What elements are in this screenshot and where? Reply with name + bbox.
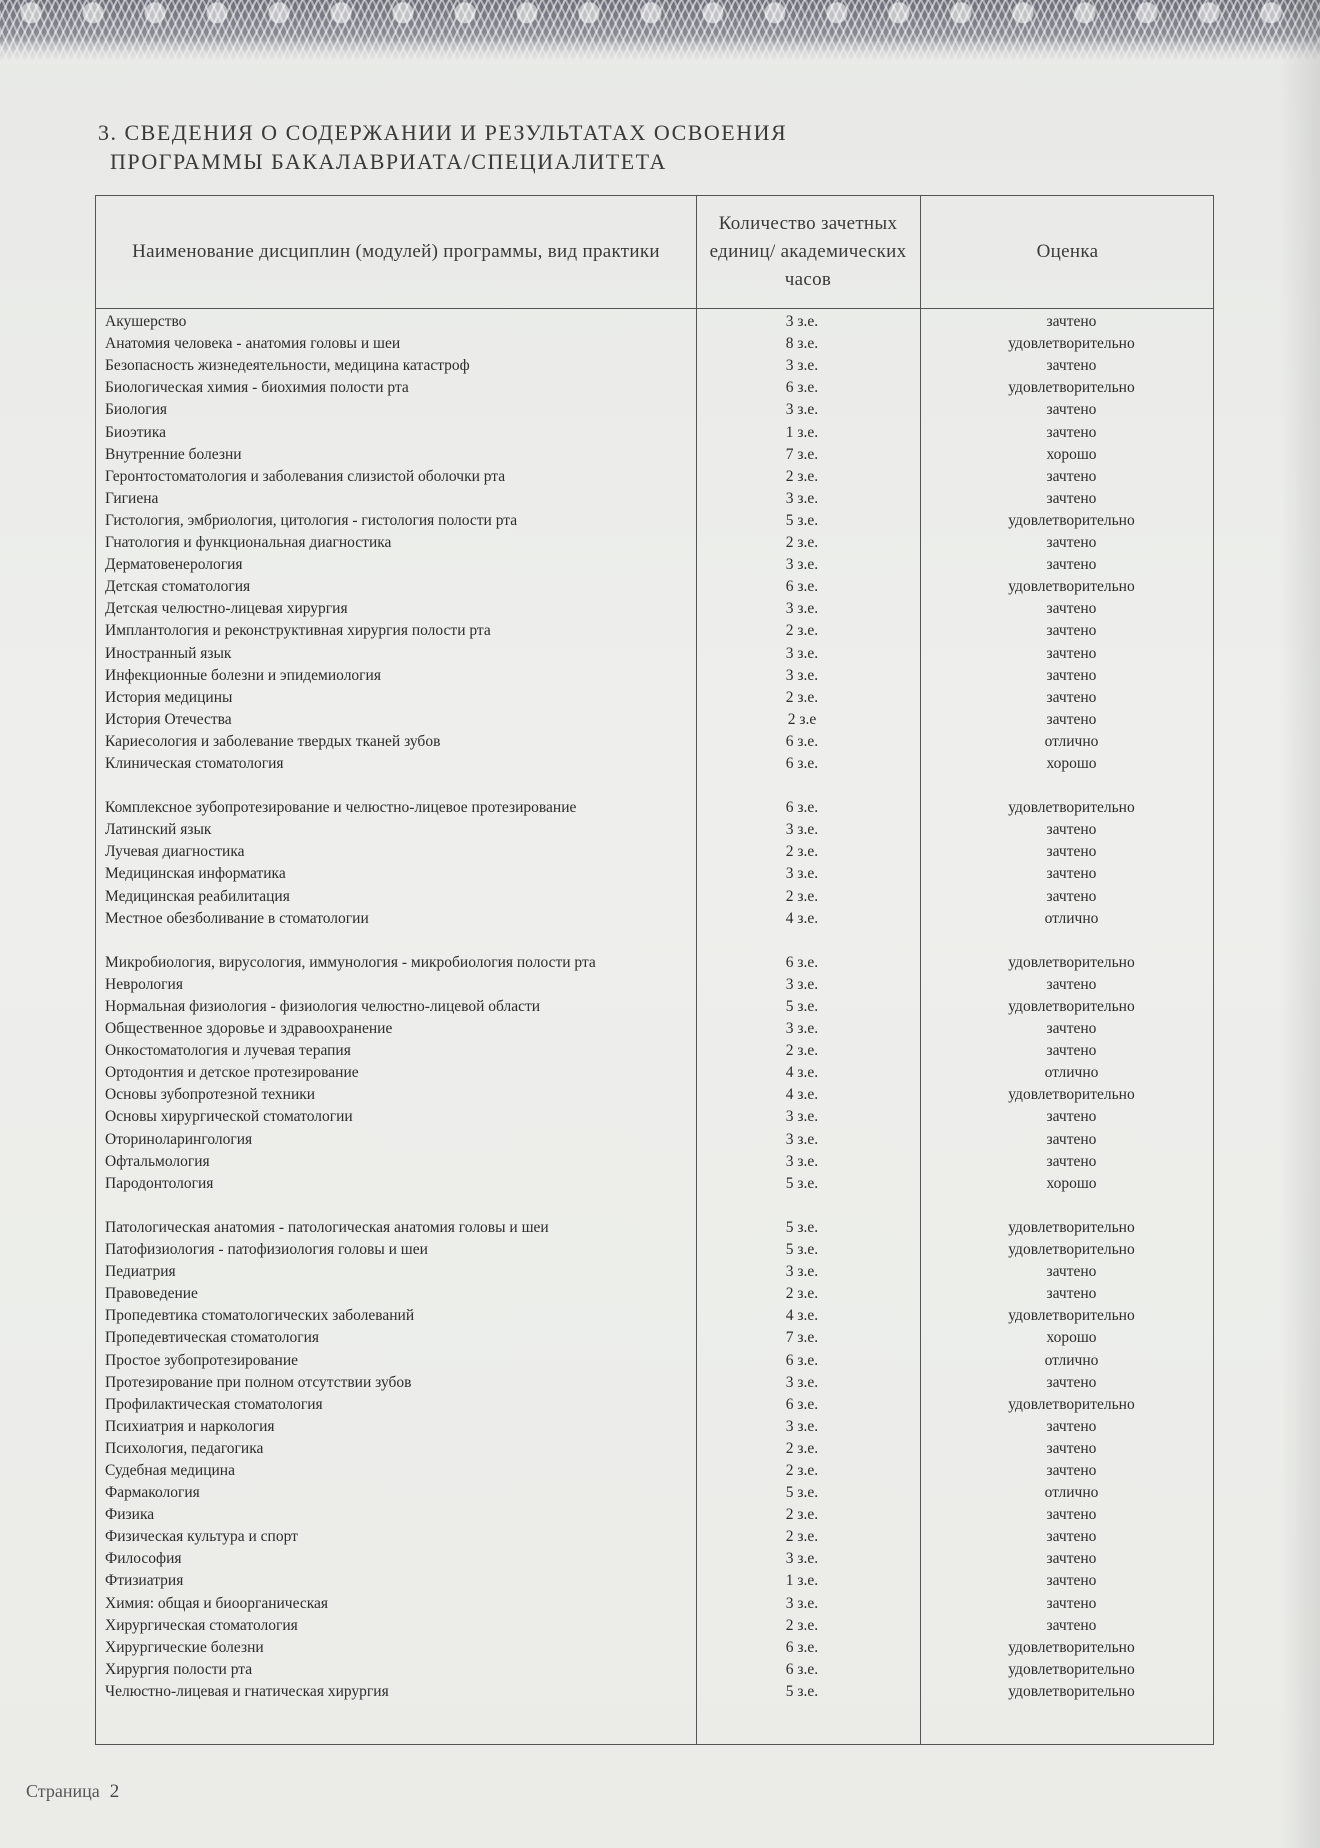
credit-units: 3 з.е.: [785, 556, 819, 574]
credit-units: 4 з.е.: [785, 1307, 819, 1325]
table-row: [95, 399, 1214, 421]
credit-units: 2 з.е.: [785, 534, 819, 552]
table-row: [95, 1548, 1214, 1570]
table-row: [95, 1637, 1214, 1659]
credit-units: 2 з.е.: [785, 1439, 819, 1457]
discipline-name: Ортодонтия и детское протезирование: [105, 1064, 359, 1082]
discipline-name: Фармакология: [105, 1484, 200, 1502]
credit-units: 5 з.е.: [785, 1174, 819, 1192]
discipline-name: Внутренние болезни: [105, 445, 242, 463]
section-title: [98, 118, 998, 176]
grade: удовлетворительно: [1008, 1682, 1135, 1700]
table-row: [95, 532, 1214, 554]
grade: зачтено: [1046, 600, 1097, 618]
credit-units: 3 з.е.: [785, 313, 819, 331]
discipline-name: Гистология, эмбриология, цитология - гистология полости рта: [105, 511, 518, 529]
grade: удовлетворительно: [1008, 1241, 1135, 1259]
table-row: [95, 709, 1214, 731]
table-row: [95, 1372, 1214, 1394]
table-row: [95, 1084, 1214, 1106]
credit-units: 3 з.е.: [785, 1020, 819, 1038]
table-row: [95, 355, 1214, 377]
table-row: [95, 1195, 1214, 1239]
table-row: [95, 1151, 1214, 1173]
grade: зачтено: [1046, 401, 1097, 419]
table-row: [95, 908, 1214, 930]
discipline-name: Геронтостоматология и заболевания слизистой оболочки рта: [105, 467, 506, 485]
discipline-name: Детская челюстно-лицевая хирургия: [105, 600, 348, 618]
grade: удовлетворительно: [1008, 998, 1135, 1015]
grade: зачтено: [1046, 975, 1097, 993]
credit-units: 2 з.е.: [785, 843, 819, 861]
table-row: [95, 1327, 1214, 1349]
discipline-name: Хирургические болезни: [105, 1638, 264, 1656]
grade: зачтено: [1046, 1616, 1097, 1634]
grade: удовлетворительно: [1008, 335, 1135, 353]
discipline-name: Пропедевтика стоматологических заболеваний: [105, 1307, 415, 1325]
credit-units: 3 з.е.: [785, 865, 819, 883]
credit-units: 6 з.е.: [785, 754, 819, 772]
discipline-name: Неврология: [105, 975, 183, 993]
discipline-name: Психиатрия и наркология: [105, 1417, 275, 1435]
table-row: [95, 554, 1214, 576]
grade: зачтено: [1046, 1373, 1097, 1391]
grade: хорошо: [1046, 754, 1097, 772]
credit-units: 6 з.е.: [785, 799, 819, 817]
grade: зачтено: [1046, 1461, 1097, 1479]
credit-units: 1 з.е.: [785, 1572, 819, 1590]
grade: зачтено: [1046, 534, 1097, 552]
table-row: [95, 1106, 1214, 1128]
table-row: [95, 1438, 1214, 1460]
credit-units: 5 з.е.: [785, 1484, 819, 1502]
discipline-name: Офтальмология: [105, 1152, 210, 1170]
discipline-name: Лучевая диагностика: [105, 843, 245, 861]
credit-units: 3 з.е.: [785, 1594, 819, 1612]
discipline-name: История Отечества: [105, 710, 232, 728]
section-title-line-1: 3. СВЕДЕНИЯ О СОДЕРЖАНИИ И РЕЗУЛЬТАТАХ ОСВОЕНИЯ: [98, 120, 788, 145]
discipline-name: Химия: общая и биоорганическая: [105, 1594, 329, 1612]
table-row: [95, 1349, 1214, 1371]
discipline-name: Хирургия полости рта: [105, 1660, 253, 1678]
discipline-name: Профилактическая стоматология: [105, 1395, 323, 1413]
grade: зачтено: [1046, 313, 1097, 331]
page-number: 2: [109, 1781, 120, 1802]
credit-units: 4 з.е.: [785, 909, 819, 927]
discipline-name: Детская стоматология: [105, 578, 251, 596]
discipline-name: Местное обезболивание в стоматологии: [105, 909, 369, 927]
grade: зачтено: [1046, 1506, 1097, 1524]
discipline-name: Биоэтика: [105, 423, 167, 441]
credit-units: 5 з.е.: [785, 998, 819, 1015]
credit-units: 3 з.е.: [785, 975, 819, 993]
table-row: [95, 444, 1214, 466]
grade: отлично: [1044, 909, 1099, 927]
grade: зачтено: [1046, 556, 1097, 574]
credit-units: 3 з.е.: [785, 1417, 819, 1435]
table-row: [95, 1283, 1214, 1305]
credit-units: 3 з.е.: [785, 666, 819, 684]
discipline-name: Педиатрия: [105, 1263, 176, 1281]
grade: зачтено: [1046, 644, 1097, 662]
table-row: [95, 576, 1214, 598]
table-row: [95, 510, 1214, 532]
table-row: [95, 885, 1214, 907]
discipline-name: Акушерство: [105, 313, 187, 331]
discipline-name: Медицинская реабилитация: [105, 887, 290, 905]
table-row: [95, 731, 1214, 753]
table-row: [95, 665, 1214, 687]
table-row: [95, 1570, 1214, 1592]
discipline-name: Медицинская информатика: [105, 865, 286, 883]
grade: удовлетворительно: [1008, 379, 1135, 397]
credit-units: 6 з.е.: [785, 1660, 819, 1678]
grade: зачтено: [1046, 622, 1097, 640]
header-discipline-name: Наименование дисциплин (модулей) программы, вид практики: [132, 241, 660, 262]
discipline-name: Гигиена: [105, 489, 159, 507]
credit-units: 3 з.е.: [785, 600, 819, 618]
discipline-name: Безопасность жизнедеятельности, медицина катастроф: [105, 357, 470, 375]
discipline-name: Имплантология и реконструктивная хирургия полости рта: [105, 622, 491, 640]
grade: зачтено: [1046, 666, 1097, 684]
grade: удовлетворительно: [1008, 1086, 1135, 1104]
table-row: [95, 930, 1214, 974]
header-grade: Оценка: [1036, 241, 1099, 262]
grade: удовлетворительно: [1008, 1395, 1135, 1413]
credit-units: 2 з.е.: [785, 1461, 819, 1479]
discipline-name: Клиническая стоматология: [105, 754, 284, 772]
credit-units: 2 з.е.: [785, 1528, 819, 1546]
discipline-name: Общественное здоровье и здравоохранение: [105, 1020, 393, 1038]
credit-units: 6 з.е.: [785, 953, 819, 971]
grade: зачтено: [1046, 1572, 1097, 1590]
grade: удовлетворительно: [1008, 1218, 1135, 1236]
grade: удовлетворительно: [1008, 578, 1135, 596]
table-row: [95, 620, 1214, 642]
table-row: [95, 1681, 1214, 1703]
grade: зачтено: [1046, 1594, 1097, 1612]
table-row: [95, 333, 1214, 355]
page-footer: [26, 1781, 119, 1803]
grade: зачтено: [1046, 887, 1097, 905]
grade: удовлетворительно: [1008, 953, 1135, 971]
table-row: [95, 1482, 1214, 1504]
discipline-name: Комплексное зубопротезирование и челюстно-лицевое протезирование: [105, 799, 577, 817]
credit-units: 3 з.е.: [785, 821, 819, 839]
grade: зачтено: [1046, 710, 1097, 728]
table-row: [95, 466, 1214, 488]
grade: зачтено: [1046, 821, 1097, 839]
grade: хорошо: [1046, 1174, 1097, 1192]
table-row: [95, 1416, 1214, 1438]
discipline-name: Физика: [105, 1506, 155, 1524]
credit-units: 5 з.е.: [785, 1682, 819, 1700]
discipline-name: Хирургическая стоматология: [105, 1616, 298, 1634]
credit-units: 5 з.е.: [785, 511, 819, 529]
credit-units: 2 з.е.: [785, 1616, 819, 1634]
grade: зачтено: [1046, 423, 1097, 441]
discipline-name: Иностранный язык: [105, 644, 232, 662]
grade: зачтено: [1046, 843, 1097, 861]
credit-units: 3 з.е.: [785, 1130, 819, 1148]
table-row: [95, 1062, 1214, 1084]
credit-units: 1 з.е.: [785, 423, 819, 441]
grade: зачтено: [1046, 489, 1097, 507]
discipline-name: История медицины: [105, 688, 233, 706]
discipline-name: Физическая культура и спорт: [105, 1528, 298, 1546]
discipline-name: Судебная медицина: [105, 1461, 235, 1479]
page-label: Страница: [26, 1781, 100, 1801]
discipline-name: Челюстно-лицевая и гнатическая хирургия: [105, 1682, 389, 1700]
credit-units: 3 з.е.: [785, 357, 819, 375]
grade: зачтено: [1046, 865, 1097, 883]
grade: отлично: [1044, 1484, 1099, 1502]
grade: зачтено: [1046, 1285, 1097, 1303]
credit-units: 6 з.е.: [785, 1395, 819, 1413]
credit-units: 6 з.е.: [785, 1638, 819, 1656]
discipline-name: Латинский язык: [105, 821, 212, 839]
credit-units: 7 з.е.: [785, 1329, 819, 1347]
credit-units: 2 з.е.: [785, 1285, 819, 1303]
grade: зачтено: [1046, 1042, 1097, 1060]
grade: зачтено: [1046, 1152, 1097, 1170]
discipline-name: Онкостоматология и лучевая терапия: [105, 1042, 351, 1060]
discipline-name: Фтизиатрия: [105, 1572, 184, 1590]
credit-units: 6 з.е.: [785, 578, 819, 596]
table-row: [95, 1460, 1214, 1482]
discipline-name: Пропедевтическая стоматология: [105, 1329, 320, 1347]
table-row: [95, 311, 1214, 333]
grade: зачтено: [1046, 1528, 1097, 1546]
discipline-name: Патологическая анатомия - патологическая анатомия головы и шеи: [105, 1218, 549, 1236]
table-row: [95, 642, 1214, 664]
table-row: [95, 488, 1214, 510]
grade: зачтено: [1046, 1550, 1097, 1568]
table-row: [95, 1305, 1214, 1327]
credit-units: 6 з.е.: [785, 732, 819, 750]
grade: отлично: [1044, 1064, 1099, 1082]
credit-units: 2 з.е.: [785, 887, 819, 905]
grade: удовлетворительно: [1008, 511, 1135, 529]
table-row: [95, 1239, 1214, 1261]
grade: удовлетворительно: [1008, 799, 1135, 817]
discipline-name: Пародонтология: [105, 1174, 214, 1192]
table-row: [95, 687, 1214, 709]
table-row: [95, 1526, 1214, 1548]
discipline-name: Основы хирургической стоматологии: [105, 1108, 353, 1126]
credit-units: 4 з.е.: [785, 1064, 819, 1082]
credit-units: 5 з.е.: [785, 1241, 819, 1259]
table-row: [95, 753, 1214, 775]
table-row: [95, 1659, 1214, 1681]
table-row: [95, 1394, 1214, 1416]
grade: отлично: [1044, 732, 1099, 750]
discipline-name: Биологическая химия - биохимия полости рта: [105, 379, 409, 397]
credit-units: 6 з.е.: [785, 1351, 819, 1369]
discipline-name: Биология: [105, 401, 168, 419]
credit-units: 5 з.е.: [785, 1218, 819, 1236]
table-row: [95, 1018, 1214, 1040]
discipline-name: Простое зубопротезирование: [105, 1351, 299, 1369]
grade: зачтено: [1046, 467, 1097, 485]
discipline-name: Дерматовенерология: [105, 556, 243, 574]
credit-units: 2 з.е.: [785, 1506, 819, 1524]
credit-units: 3 з.е.: [785, 1152, 819, 1170]
table-row: [95, 421, 1214, 443]
credit-units: 3 з.е.: [785, 1373, 819, 1391]
discipline-name: Гнатология и функциональная диагностика: [105, 534, 392, 552]
discipline-name: Нормальная физиология - физиология челюстно-лицевой области: [105, 998, 541, 1015]
table-row: [95, 1504, 1214, 1526]
table-body: [95, 311, 1214, 1703]
credit-units: 3 з.е.: [785, 644, 819, 662]
credit-units: 3 з.е.: [785, 1108, 819, 1126]
table-row: [95, 863, 1214, 885]
section-title-line-2: ПРОГРАММЫ БАКАЛАВРИАТА/СПЕЦИАЛИТЕТА: [110, 149, 667, 174]
discipline-name: Философия: [105, 1550, 182, 1568]
credit-units: 8 з.е.: [785, 335, 819, 353]
discipline-name: Оториноларингология: [105, 1130, 253, 1148]
grade: зачтено: [1046, 1020, 1097, 1038]
credit-units: 2 з.е: [787, 710, 817, 728]
table-row: [95, 775, 1214, 819]
table-row: [95, 598, 1214, 620]
credit-units: 3 з.е.: [785, 1263, 819, 1281]
discipline-name: Кариесология и заболевание твердых тканей зубов: [105, 732, 441, 750]
table-row: [95, 1615, 1214, 1637]
grade: зачтено: [1046, 1417, 1097, 1435]
discipline-name: Правоведение: [105, 1285, 198, 1303]
header-credit-units: Количество зачетных единиц/ академических часов: [709, 213, 907, 290]
grade: отлично: [1044, 1351, 1099, 1369]
grade: зачтено: [1046, 1263, 1097, 1281]
table-row: [95, 1128, 1214, 1150]
credit-units: 2 з.е.: [785, 622, 819, 640]
table-row: [95, 1040, 1214, 1062]
grade: хорошо: [1046, 1329, 1097, 1347]
discipline-name: Микробиология, вирусология, иммунология - микробиология полости рта: [105, 953, 596, 971]
discipline-name: Основы зубопротезной техники: [105, 1086, 316, 1104]
credit-units: 7 з.е.: [785, 445, 819, 463]
grade: удовлетворительно: [1008, 1638, 1135, 1656]
discipline-name: Патофизиология - патофизиология головы и шеи: [105, 1241, 428, 1259]
grade: зачтено: [1046, 688, 1097, 706]
credit-units: 3 з.е.: [785, 401, 819, 419]
table-row: [95, 819, 1214, 841]
credit-units: 3 з.е.: [785, 489, 819, 507]
table-row: [95, 377, 1214, 399]
grade: удовлетворительно: [1008, 1660, 1135, 1678]
grade: зачтено: [1046, 1439, 1097, 1457]
credit-units: 6 з.е.: [785, 379, 819, 397]
credit-units: 2 з.е.: [785, 688, 819, 706]
table-row: [95, 841, 1214, 863]
grade: хорошо: [1046, 445, 1097, 463]
grade: удовлетворительно: [1008, 1307, 1135, 1325]
table-row: [95, 1173, 1214, 1195]
discipline-name: Анатомия человека - анатомия головы и шеи: [105, 335, 401, 353]
credit-units: 2 з.е.: [785, 467, 819, 485]
table-row: [95, 1261, 1214, 1283]
credit-units: 3 з.е.: [785, 1550, 819, 1568]
table-row: [95, 996, 1214, 1018]
discipline-name: Инфекционные болезни и эпидемиология: [105, 666, 381, 684]
credit-units: 2 з.е.: [785, 1042, 819, 1060]
grade: зачтено: [1046, 1130, 1097, 1148]
guilloche-border-pattern: [0, 0, 1320, 64]
discipline-name: Протезирование при полном отсутствии зубов: [105, 1373, 412, 1391]
discipline-name: Психология, педагогика: [105, 1439, 264, 1457]
table-row: [95, 974, 1214, 996]
grade: зачтено: [1046, 1108, 1097, 1126]
credit-units: 4 з.е.: [785, 1086, 819, 1104]
grade: зачтено: [1046, 357, 1097, 375]
table-row: [95, 1592, 1214, 1614]
